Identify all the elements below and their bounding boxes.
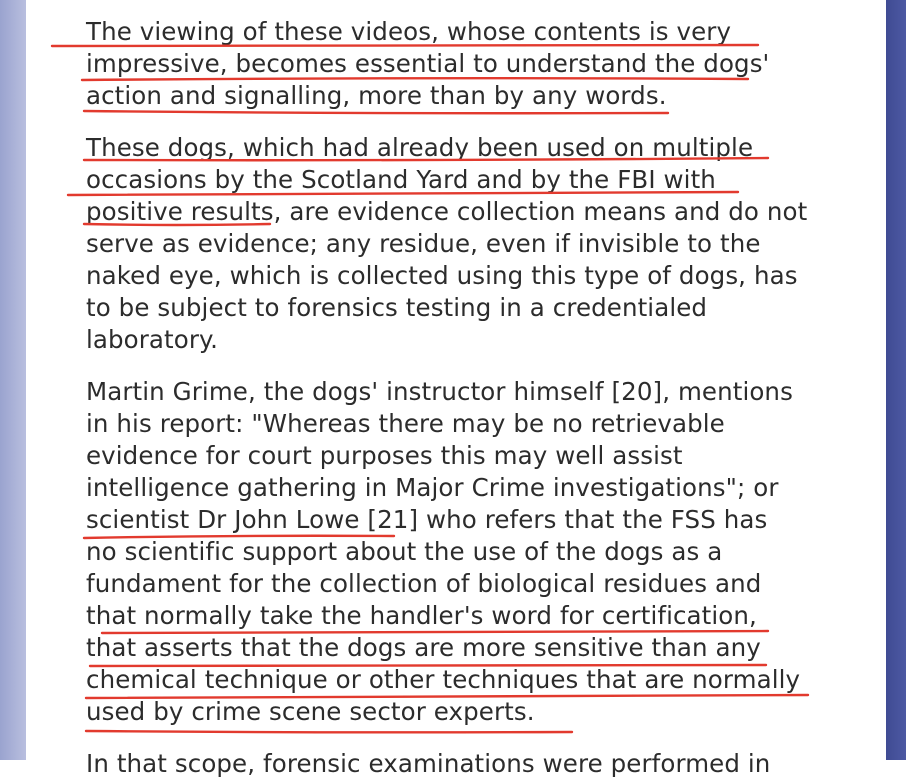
text-line: fundament for the collection of biological residues and	[86, 569, 762, 598]
underline-stroke	[86, 731, 572, 732]
text-line: positive results, are evidence collection means and do not	[86, 197, 808, 226]
text-line: used by crime scene sector experts.	[86, 697, 535, 726]
text-line: action and signalling, more than by any words.	[86, 81, 667, 110]
text-line: Martin Grime, the dogs' instructor himself [20], mentions	[86, 377, 793, 406]
text-line: serve as evidence; any residue, even if invisible to the	[86, 229, 761, 258]
text-line: The viewing of these videos, whose contents is very	[86, 17, 732, 46]
text-line: that asserts that the dogs are more sensitive than any	[86, 633, 761, 662]
text-line: impressive, becomes essential to understand the dogs'	[86, 49, 770, 78]
text-line: to be subject to forensics testing in a credentialed	[86, 293, 708, 322]
text-line: that normally take the handler's word for certification,	[86, 601, 757, 630]
left-page-border	[0, 0, 26, 760]
text-line: chemical technique or other techniques that are normally	[86, 665, 801, 694]
text-line: no scientific support about the use of the dogs as a	[86, 537, 723, 566]
text-line: occasions by the Scotland Yard and by the FBI with	[86, 165, 716, 194]
text-line: These dogs, which had already been used on multiple	[86, 133, 754, 162]
text-line: intelligence gathering in Major Crime investigations"; or	[86, 473, 779, 502]
right-page-border	[886, 0, 906, 760]
text-line: naked eye, which is collected using this type of dogs, has	[86, 261, 798, 290]
text-line: evidence for court purposes this may well assist	[86, 441, 683, 470]
text-line: in his report: "Whereas there may be no retrievable	[86, 409, 725, 438]
text-line: In that scope, forensic examinations were performed in	[86, 749, 771, 778]
text-line: scientist Dr John Lowe [21] who refers that the FSS has	[86, 505, 768, 534]
text-line: laboratory.	[86, 325, 219, 354]
document-page[interactable]	[26, 0, 886, 778]
